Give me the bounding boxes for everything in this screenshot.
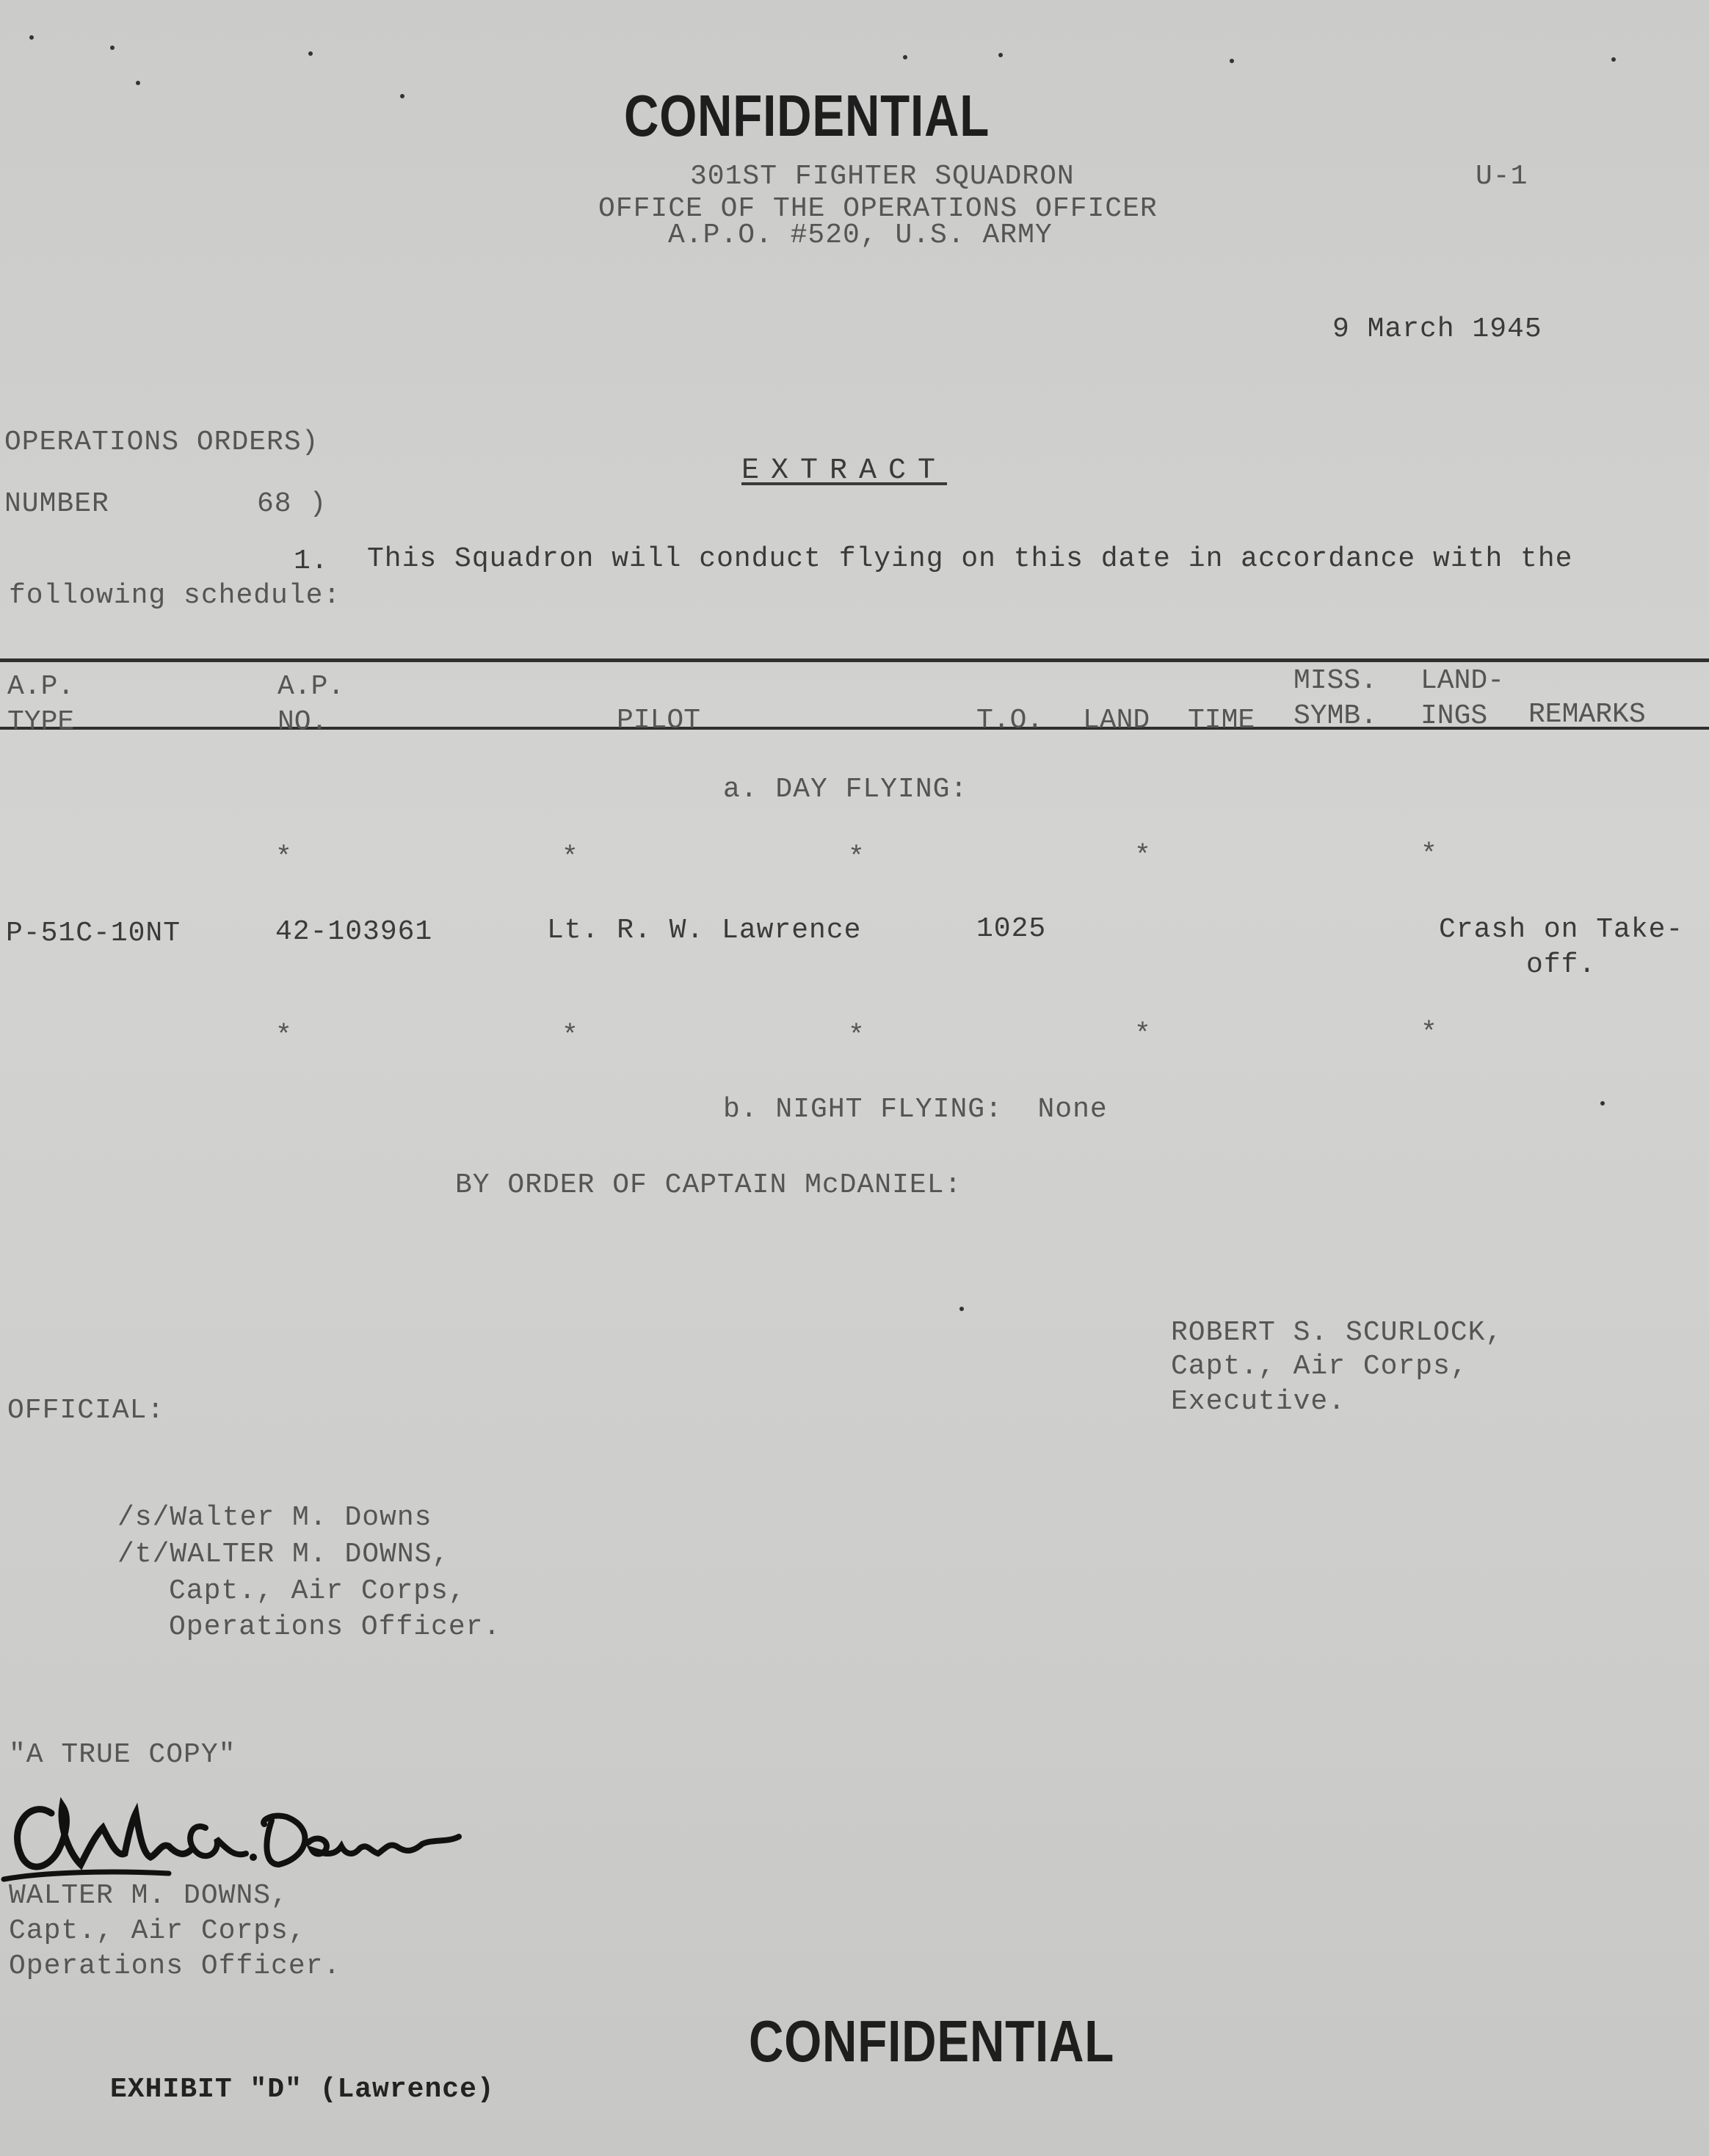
signed-name: /s/Walter M. Downs <box>117 1502 432 1533</box>
day-flying-label: a. DAY FLYING: <box>723 774 968 805</box>
confidential-stamp-bottom: CONFIDENTIAL <box>749 2008 1115 2074</box>
row-ap-type: P-51C-10NT <box>6 918 181 949</box>
ink-speck <box>110 46 115 50</box>
header-pilot: PILOT <box>617 705 701 736</box>
orders-number-value: 68 ) <box>257 488 327 520</box>
header-miss-symb: MISS. SYMB. <box>1293 665 1378 732</box>
omission-star: * <box>275 842 293 874</box>
paragraph-text-line2: following schedule: <box>9 580 341 611</box>
orders-label: OPERATIONS ORDERS) <box>4 427 319 458</box>
omission-star: * <box>848 1020 866 1052</box>
confidential-stamp-top: CONFIDENTIAL <box>624 83 990 148</box>
page-ref: U-1 <box>1476 161 1528 192</box>
row-ap-no: 42-103961 <box>275 916 433 948</box>
row-remarks: Crash on Take- off. <box>1439 914 1684 981</box>
row-to: 1025 <box>976 913 1047 945</box>
omission-star: * <box>1134 841 1152 872</box>
header-time: TIME <box>1188 705 1255 736</box>
ops-rank: Capt., Air Corps, <box>169 1575 466 1607</box>
executive-rank: Capt., Air Corps, <box>1171 1351 1468 1382</box>
executive-title: Executive. <box>1171 1386 1346 1418</box>
ink-speck <box>1230 59 1234 63</box>
ink-speck <box>959 1307 964 1311</box>
true-copy-rank: Capt., Air Corps, <box>9 1915 306 1947</box>
table-top-rule <box>0 658 1709 662</box>
document-date: 9 March 1945 <box>1332 313 1542 345</box>
ink-speck <box>1611 57 1616 62</box>
ink-speck <box>1600 1101 1605 1106</box>
omission-star: * <box>1420 1017 1438 1049</box>
extract-title: EXTRACT <box>741 454 948 487</box>
header-ap-type: A.P. TYPE <box>7 671 75 738</box>
orders-number-label: NUMBER <box>4 488 109 520</box>
exhibit-label: EXHIBIT "D" (Lawrence) <box>110 2074 495 2105</box>
night-flying-label: b. NIGHT FLYING: None <box>723 1094 1108 1125</box>
ink-speck <box>903 55 907 59</box>
office-name: OFFICE OF THE OPERATIONS OFFICER <box>598 193 1158 225</box>
ink-speck <box>400 94 404 98</box>
header-to: T.O. <box>976 705 1044 736</box>
omission-star: * <box>562 842 579 874</box>
omission-star: * <box>848 842 866 874</box>
unit-name: 301ST FIGHTER SQUADRON <box>690 161 1075 192</box>
true-copy-title: Operations Officer. <box>9 1950 341 1982</box>
header-land: LAND <box>1083 705 1150 736</box>
omission-star: * <box>562 1020 579 1052</box>
row-pilot: Lt. R. W. Lawrence <box>547 915 862 946</box>
typed-name: /t/WALTER M. DOWNS, <box>117 1539 450 1570</box>
true-copy-label: "A TRUE COPY" <box>9 1739 236 1771</box>
paragraph-number: 1. <box>294 545 329 577</box>
ink-speck <box>29 35 34 40</box>
header-ap-no: A.P. NO. <box>277 671 345 738</box>
true-copy-name: WALTER M. DOWNS, <box>9 1880 289 1912</box>
ink-speck <box>998 53 1003 57</box>
omission-star: * <box>1420 839 1438 871</box>
ops-title: Operations Officer. <box>169 1611 501 1643</box>
omission-star: * <box>1134 1019 1152 1050</box>
executive-name: ROBERT S. SCURLOCK, <box>1171 1317 1503 1349</box>
handwritten-signature <box>0 1784 470 1887</box>
header-landings: LAND- INGS <box>1420 665 1505 732</box>
official-label: OFFICIAL: <box>7 1395 165 1426</box>
omission-star: * <box>275 1020 293 1052</box>
ink-speck <box>136 81 140 85</box>
ink-speck <box>308 51 313 56</box>
paragraph-text-line1: This Squadron will conduct flying on this date in accordance with the <box>367 543 1573 575</box>
by-order-line: BY ORDER OF CAPTAIN McDANIEL: <box>455 1169 962 1201</box>
apo-line: A.P.O. #520, U.S. ARMY <box>668 219 1053 251</box>
header-remarks: REMARKS <box>1528 699 1646 730</box>
